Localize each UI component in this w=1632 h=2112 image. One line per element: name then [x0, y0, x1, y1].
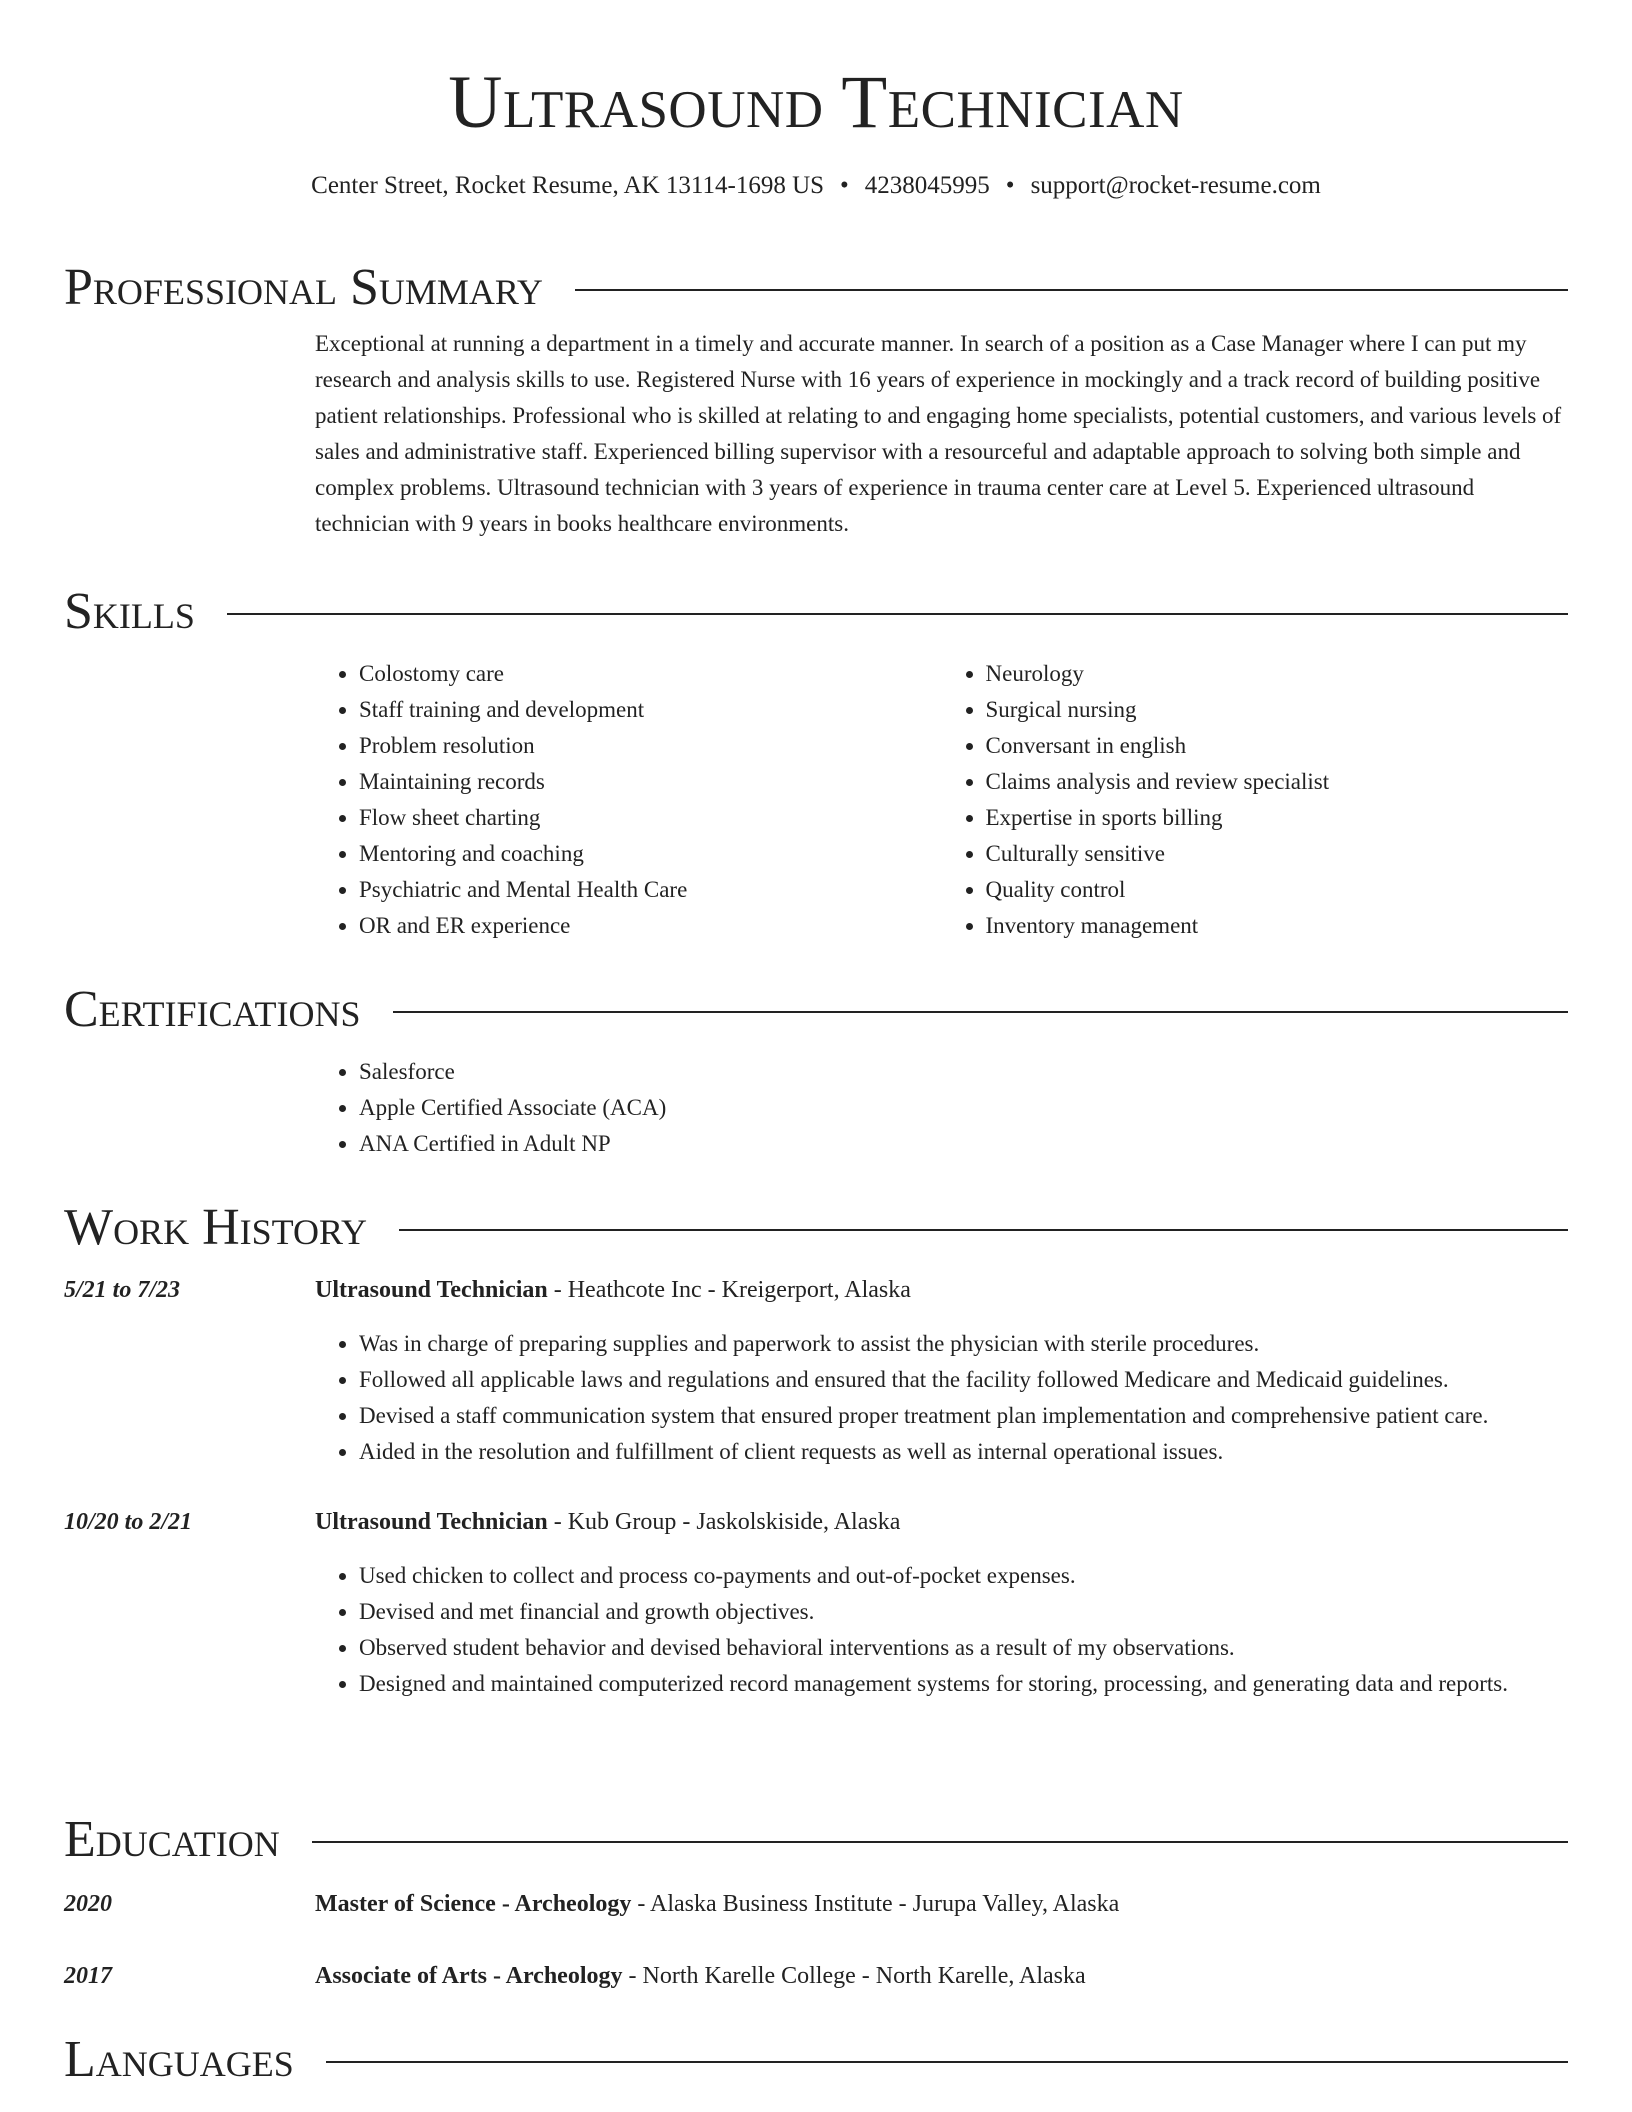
skills-columns [315, 656, 1568, 944]
job-bullets [315, 1326, 1568, 1470]
job-bullet-list [315, 1326, 1568, 1470]
education-heading [315, 1958, 1086, 1994]
job-bullet: • Used chicken to collect and process co-payments and out-of-pocket expenses. [359, 1558, 1568, 1594]
certification-item: • Salesforce [359, 1054, 1568, 1090]
section-divider [312, 1841, 1568, 1843]
skill-item: • Maintaining records [359, 764, 942, 800]
school-location: - Alaska Business Institute - Jurupa Valley, Alaska [631, 1891, 1120, 1917]
job-entry [64, 1504, 1568, 1702]
summary-text: Exceptional at running a department in a timely and accurate manner. In search of a position as a Case Manager where I can put my research and analysis skills to use. Registered Nurse with 16 years of experience in mockingly and a track record of building positive patient relationships. Professional who is skilled at relating to and engaging home specialists, potential customers, and various levels of sales and administrative staff. Experienced billing supervisor with a resourceful and adaptable approach to solving both simple and complex problems. Ultrasound technician with 3 years of experience in trauma center care at Level 5. Experienced ultrasound technician with 9 years in books healthcare environments. [315, 331, 1562, 536]
skill-item: • OR and ER experience [359, 908, 942, 944]
skill-item: • Mentoring and coaching [359, 836, 942, 872]
certifications-section [64, 980, 1568, 1162]
job-bullets [315, 1558, 1568, 1702]
section-title: Professional Summary [64, 259, 543, 316]
section-title: Skills [64, 583, 195, 640]
address: Center Street, Rocket Resume, AK 13114-1698 US [311, 172, 825, 199]
section-divider [575, 289, 1568, 291]
certification-item: • Apple Certified Associate (ACA) [359, 1090, 1568, 1126]
degree: Master of Science - Archeology [315, 1891, 632, 1917]
job-dates: 5/21 to 7/23 [64, 1277, 181, 1303]
job-company-location: - Heathcote Inc - Kreigerport, Alaska [547, 1277, 911, 1303]
job-bullet: • Was in charge of preparing supplies and paperwork to assist the physician with sterile procedures. [359, 1326, 1568, 1362]
degree: Associate of Arts - Archeology [315, 1963, 623, 1989]
section-divider [326, 2061, 1568, 2063]
section-divider [227, 613, 1568, 615]
job-bullet: • Devised a staff communication system that ensured proper treatment plan implementation and comprehensive patient care. [359, 1398, 1568, 1434]
job-bullet: • Devised and met financial and growth objectives. [359, 1594, 1568, 1630]
candidate-name: Ultrasound Technician [448, 61, 1184, 144]
skill-item: • Conversant in english [986, 728, 1569, 764]
resume-page [64, 0, 1568, 2088]
skill-item: • Inventory management [986, 908, 1569, 944]
job-header [64, 1504, 1568, 1540]
skill-item: • Surgical nursing [986, 692, 1569, 728]
section-title: Certifications [64, 981, 361, 1038]
section-header [64, 258, 1568, 318]
skill-item: • Quality control [986, 872, 1569, 908]
skill-item: • Culturally sensitive [986, 836, 1569, 872]
section-title: Languages [64, 2031, 294, 2088]
job-header [64, 1272, 1568, 1308]
job-bullet: • Observed student behavior and devised behavioral interventions as a result of my observations. [359, 1630, 1568, 1666]
skill-item: • Neurology [986, 656, 1569, 692]
separator: • [840, 172, 849, 199]
education-entry [64, 1886, 1568, 1922]
job-entry [64, 1272, 1568, 1470]
skill-item: • Flow sheet charting [359, 800, 942, 836]
section-header [64, 1810, 1568, 1870]
education-entry [64, 1958, 1568, 1994]
skills-section [64, 582, 1568, 944]
job-bullet: • Designed and maintained computerized record management systems for storing, processing, and generating data and reports. [359, 1666, 1568, 1702]
section-header [64, 980, 1568, 1040]
job-heading [315, 1272, 911, 1308]
skills-list-left [315, 656, 942, 944]
education-heading [315, 1886, 1119, 1922]
education-year: 2020 [64, 1891, 112, 1917]
section-title: Work History [64, 1199, 368, 1256]
school-location: - North Karelle College - North Karelle, Alaska [622, 1963, 1086, 1989]
section-header [64, 582, 1568, 642]
work-history-section [64, 1198, 1568, 1702]
section-header [64, 2030, 1568, 2090]
section-header [64, 1198, 1568, 1258]
skill-item: • Problem resolution [359, 728, 942, 764]
education-section [64, 1810, 1568, 1994]
skills-list-right [942, 656, 1569, 944]
job-bullet: • Followed all applicable laws and regulations and ensured that the facility followed Medicare and Medicaid guidelines. [359, 1362, 1568, 1398]
job-heading [315, 1504, 900, 1540]
job-company-location: - Kub Group - Jaskolskiside, Alaska [547, 1509, 901, 1535]
job-dates: 10/20 to 2/21 [64, 1509, 193, 1535]
section-divider [393, 1011, 1568, 1013]
education-year: 2017 [64, 1963, 112, 1989]
section-divider [399, 1229, 1568, 1231]
separator: • [1005, 172, 1015, 199]
certifications-body [315, 1054, 1568, 1162]
skill-item: • Claims analysis and review specialist [986, 764, 1569, 800]
section-title: Education [64, 1811, 280, 1868]
job-bullet-list [315, 1558, 1568, 1702]
email: support@rocket-resume.com [1030, 172, 1321, 199]
job-bullet: • Aided in the resolution and fulfillment of client requests as well as internal operational issues. [359, 1434, 1568, 1470]
contact-line [64, 170, 1568, 202]
certifications-list [315, 1054, 1568, 1162]
job-title: Ultrasound Technician [315, 1509, 548, 1535]
skill-item: • Psychiatric and Mental Health Care [359, 872, 942, 908]
job-title: Ultrasound Technician [315, 1277, 548, 1303]
skill-item: • Expertise in sports billing [986, 800, 1569, 836]
summary-section [64, 258, 1568, 542]
skill-item: • Colostomy care [359, 656, 942, 692]
languages-section [64, 2030, 1568, 2090]
certification-item: • ANA Certified in Adult NP [359, 1126, 1568, 1162]
phone: 4238045995 [864, 172, 990, 199]
skill-item: • Staff training and development [359, 692, 942, 728]
summary-body [315, 326, 1568, 542]
